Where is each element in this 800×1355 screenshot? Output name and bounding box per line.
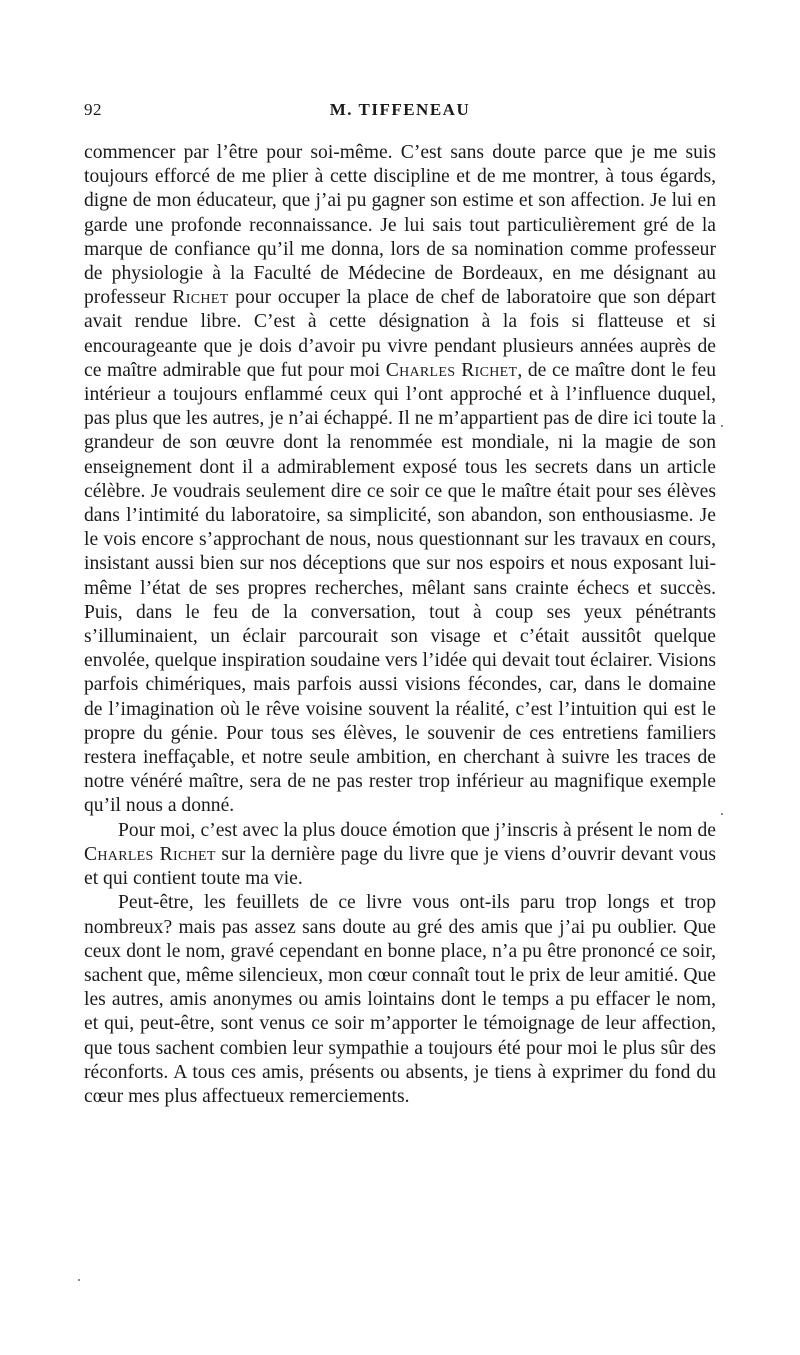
text-segment: , de ce maître dont le feu intérieur a toujours enflammé ceux qui l’ont approché et à l’influence duquel, pas plus que les autres, je n’ai échappé. Il ne m’appartient pas de dire ici toute la grandeur de son œuvre dont la renommée est mondiale, ni la magie de son enseignement dont il a admirablement exposé tous les secrets dans un article célèbre. Je voudrais seulement dire ce soir ce que le maître était pour ses élèves dans l’intimité du laboratoire, sa simplicité, son abandon, son enthousiasme. Je le vois encore s’approchant de nous, nous questionnant sur les travaux en cours, insistant aussi bien sur nos déceptions que sur nos espoirs et nous exposant lui-même l’état de ses propres recherches, mêlant sans crainte échecs et succès. Puis, dans le feu de la conversation, tout à coup ses yeux pénétrants s’illuminaient, un éclair parcourait son visage et c’était aussitôt quelque envolée, quelque inspiration soudaine vers l’idée qui devait tout éclairer. Visions parfois chimériques, mais parfois aussi visions fécondes, car, dans le domaine de l’imagination où le rêve voisine souvent la réalité, c’est l’intuition qui est le propre du génie. Pour tous ses élèves, le souvenir de ces entretiens familiers restera ineffaçable, et notre seule ambition, en cherchant à suivre les traces de notre vénéré maître, sera de ne pas rester trop inférieur au magnifique exemple qu’il nous a donné. (84, 359, 716, 817)
print-speck (721, 425, 723, 427)
text-segment: Peut-être, les feuillets de ce livre vous ont-ils paru trop longs et trop nombreux? mais pas assez sans doute au gré des amis que j’ai pu oublier. Que ceux dont le nom, gravé cependant en bonne place, n’a pu être prononcé ce soir, sachent que, même silencieux, mon cœur connaît tout le prix de leur amitié. Que les autres, amis anonymes ou amis lointains dont le temps a pu effacer le nom, et qui, peut-être, sont venus ce soir m’apporter le témoignage de leur affection, que tous sachent combien leur sympathie a toujours été pour moi le plus sûr des réconforts. A tous ces amis, présents ou absents, je tiens à exprimer du fond du cœur mes plus affectueux remerciements. (84, 892, 716, 1107)
page-header (84, 100, 716, 130)
paragraph-2 (84, 819, 716, 892)
author-name-charles-richet: Charles Richet (385, 359, 518, 381)
text-segment: Pour moi, c’est avec la plus douce émotion que j’inscris à présent le nom de (118, 819, 716, 841)
text-segment: commencer par l’être pour soi-même. C’est sans doute parce que je me suis toujours efforcé de me plier à cette discipline et de me montrer, à tous égards, digne de mon éducateur, que j’ai pu gagner son estime et son affection. Je lui en garde une profonde reconnaissance. Je lui sais tout particulièrement gré de la marque de confiance qu’il me donna, lors de sa nomination comme professeur de physiologie à la Faculté de Médecine de Bordeaux, en me désignant au professeur (84, 142, 716, 309)
author-name-richet: Richet (172, 287, 229, 309)
body-text (84, 141, 716, 1109)
paragraph-1 (84, 141, 716, 819)
print-speck (78, 1279, 80, 1281)
page-number: 92 (84, 100, 102, 119)
text-segment: sur la dernière page du livre que je viens d’ouvrir devant vous et qui contient toute ma vie. (84, 843, 716, 890)
print-speck (721, 813, 723, 815)
author-name-charles-richet: Charles Richet (84, 843, 216, 865)
text-segment: pour occuper la place de chef de laboratoire que son départ avait rendue libre. C’est à cette désignation à la fois si flatteuse et si encourageante que je dois d’avoir pu vivre pendant plusieurs années auprès de ce maître admirable que fut pour moi (84, 287, 716, 381)
paragraph-3 (84, 891, 716, 1109)
running-head-author: M. TIFFENEAU (329, 100, 471, 119)
